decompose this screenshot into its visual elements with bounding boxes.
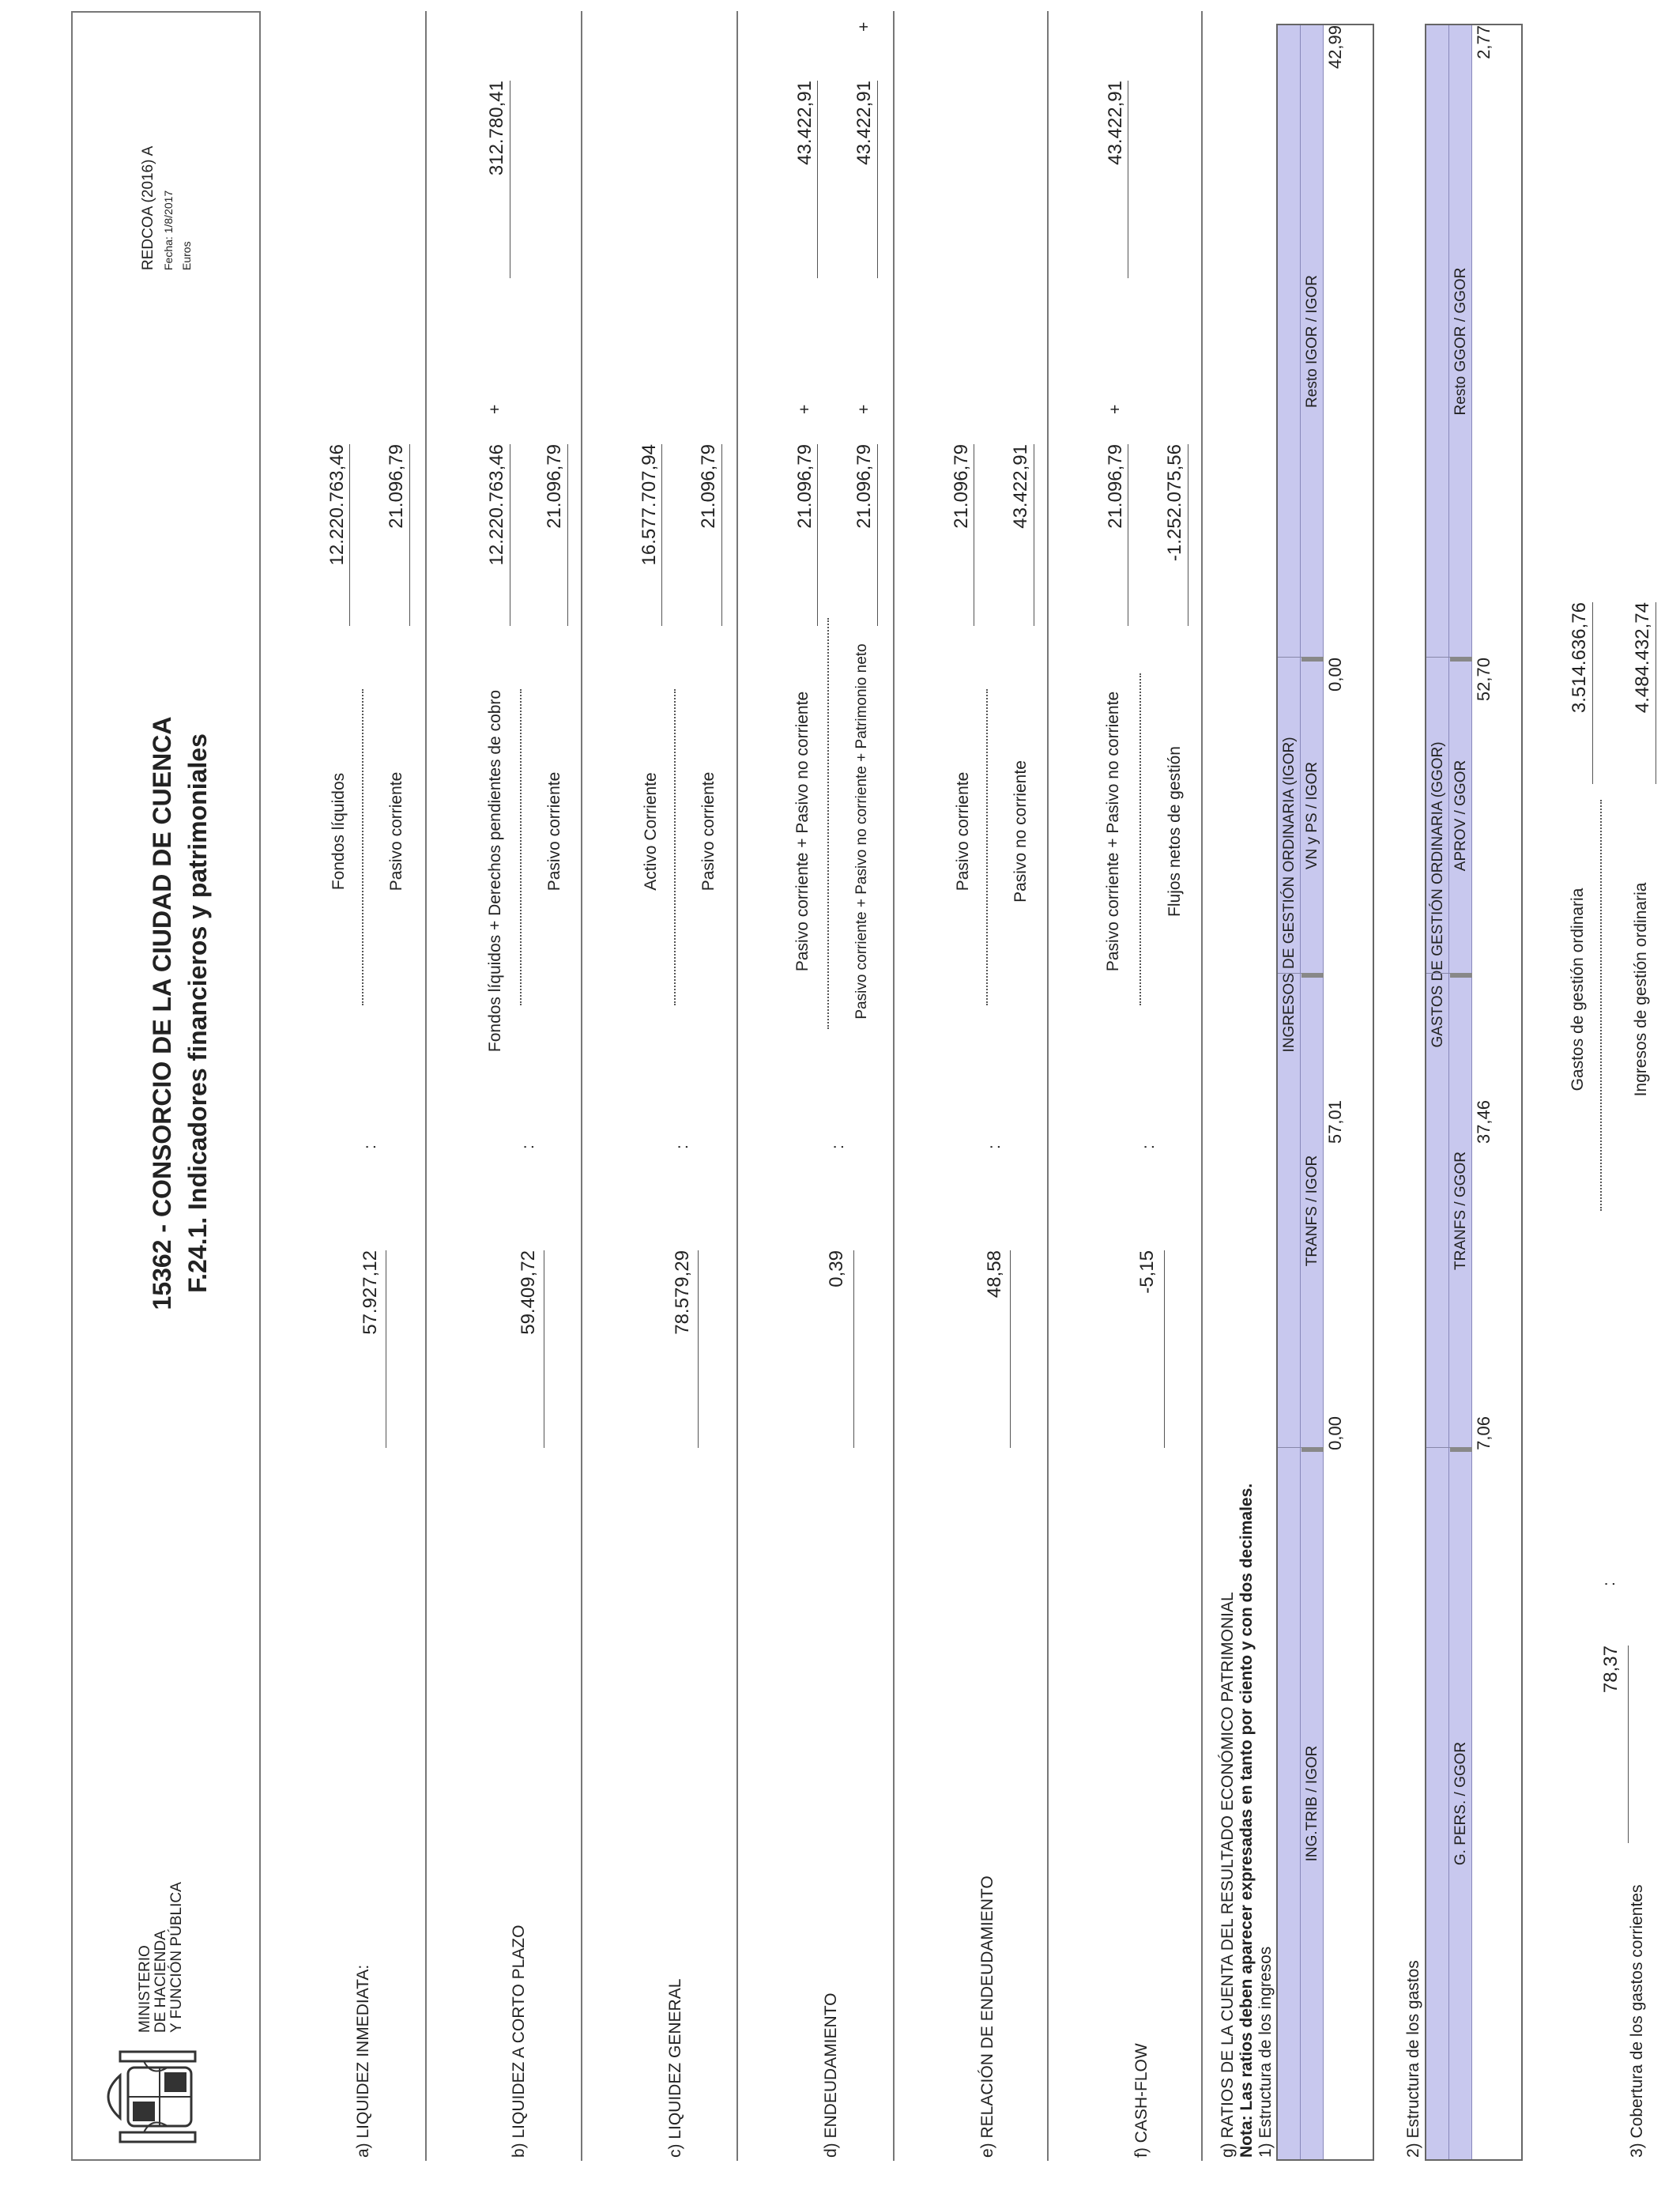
colon: : xyxy=(673,1144,691,1149)
indicator-d xyxy=(736,17,891,2175)
ministry-line: DE HACIENDA xyxy=(153,1930,169,2033)
denominator-label: Pasivo corriente xyxy=(387,771,405,892)
section-g-note: Nota: Las ratios deben aparecer expresadas en tanto por ciento y con dos decimales. xyxy=(1237,1483,1256,2158)
gastos-value: 2,77 xyxy=(1474,25,1494,59)
numerator-value-2: 312.780,41 xyxy=(486,81,507,176)
indicator-value: 57.927,12 xyxy=(360,1250,381,1335)
plus-sign: + xyxy=(486,404,504,414)
indicator-e xyxy=(893,17,1043,2175)
denominator-label: Ingresos de gestión ordinaria xyxy=(1632,882,1650,1097)
numerator-label: Fondos líquidos + Derechos pendientes de cobro xyxy=(486,689,504,1053)
numerator-value: 16.577.707,94 xyxy=(638,444,660,566)
report-currency: Euros xyxy=(180,241,193,270)
ingresos-label: 1) Estructura de los ingresos xyxy=(1256,1946,1275,2158)
section-g xyxy=(1201,17,1667,2175)
denominator-value: -1.252.075,56 xyxy=(1164,444,1185,562)
numerator-label: Pasivo corriente + Pasivo no corriente xyxy=(793,691,812,972)
page-subtitle: F.24.1. Indicadores financieros y patrimoniales xyxy=(183,733,212,1293)
column-header: Resto GGOR / GGOR xyxy=(1452,267,1469,416)
indicator-f xyxy=(1047,17,1201,2175)
gastos-value: 52,70 xyxy=(1474,658,1494,702)
denominator-value: 4.484.432,74 xyxy=(1632,602,1653,714)
denominator-value: 21.096,79 xyxy=(544,444,565,529)
colon: : xyxy=(519,1144,537,1149)
numerator-label: Pasivo corriente + Pasivo no corriente xyxy=(1104,691,1122,972)
gastos-group-header: GASTOS DE GESTIÓN ORDINARIA (GGOR) xyxy=(1430,741,1446,1048)
denominator-label: Flujos netos de gestión xyxy=(1166,746,1184,917)
numerator-label: Gastos de gestión ordinaria xyxy=(1569,888,1587,1091)
indicator-label: b) LIQUIDEZ A CORTO PLAZO xyxy=(510,1924,528,2158)
colon: : xyxy=(1600,1581,1618,1586)
numerator-value: 21.096,79 xyxy=(794,444,816,529)
page-title: 15362 - CONSORCIO DE LA CIUDAD DE CUENCA xyxy=(148,716,176,1310)
numerator-value: 21.096,79 xyxy=(951,444,972,529)
denominator-value: 21.096,79 xyxy=(853,444,875,529)
column-header: G. PERS. / GGOR xyxy=(1452,1741,1469,1866)
ingresos-value: 0,00 xyxy=(1325,1416,1345,1450)
numerator-value-2: 43.422,91 xyxy=(1105,81,1126,165)
numerator-value: 3.514.636,76 xyxy=(1569,602,1590,714)
indicator-label: f) CASH-FLOW xyxy=(1132,2043,1151,2158)
coat-of-arms-logo xyxy=(89,2045,215,2148)
indicator-value: 59.409,72 xyxy=(518,1250,539,1335)
indicator-value: 48,58 xyxy=(984,1250,1005,1299)
indicator-a xyxy=(269,17,419,2175)
column-header: VN y PS / IGOR xyxy=(1304,761,1320,870)
numerator-value: 12.220.763,46 xyxy=(486,444,507,566)
denominator-label: Pasivo no corriente xyxy=(1011,760,1030,903)
indicator-label: e) RELACIÓN DE ENDEUDAMIENTO xyxy=(978,1875,996,2158)
numerator-value: 21.096,79 xyxy=(1105,444,1126,529)
column-header: Resto IGOR / IGOR xyxy=(1304,275,1320,408)
numerator-value-2: 43.422,91 xyxy=(794,81,816,165)
denominator-value: 21.096,79 xyxy=(386,444,407,529)
denominator-label: Pasivo corriente + Pasivo no corriente + Patrimonio neto xyxy=(853,643,870,1020)
denominator-label: Pasivo corriente xyxy=(545,771,563,892)
gastos-label: 2) Estructura de los gastos xyxy=(1404,1960,1422,2158)
indicator-label: a) LIQUIDEZ INMEDIATA: xyxy=(354,1964,372,2158)
colon: : xyxy=(985,1144,1004,1149)
indicator-value: -5,15 xyxy=(1136,1250,1158,1294)
report-header xyxy=(71,11,261,2161)
ingresos-group-header: INGRESOS DE GESTIÓN ORDINARIA (IGOR) xyxy=(1281,737,1298,1053)
indicator-value: 0,39 xyxy=(826,1250,847,1287)
denominator-value: 21.096,79 xyxy=(698,444,719,529)
gastos-value: 7,06 xyxy=(1474,1416,1494,1450)
indicator-b xyxy=(427,17,577,2175)
denominator-label: Pasivo corriente xyxy=(699,771,718,892)
ingresos-table xyxy=(1276,24,1374,2161)
report-code: REDCOA (2016) A xyxy=(140,145,156,270)
plus-sign: + xyxy=(796,404,814,414)
colon: : xyxy=(829,1144,847,1149)
section-g-title: g) RATIOS DE LA CUENTA DEL RESULTADO ECONÓMICO PATRIMONIAL xyxy=(1219,1592,1237,2158)
column-header: ING.TRIB / IGOR xyxy=(1304,1745,1320,1862)
plus-sign: + xyxy=(855,21,873,32)
report-page xyxy=(63,17,1667,2175)
ingresos-value: 42,99 xyxy=(1325,25,1345,70)
denominator-value-2: 43.422,91 xyxy=(853,81,875,165)
plus-sign: + xyxy=(855,404,873,414)
cobertura-value: 78,37 xyxy=(1600,1646,1622,1694)
indicator-label: c) LIQUIDEZ GENERAL xyxy=(666,1978,684,2158)
colon: : xyxy=(361,1144,379,1149)
column-header: TRANFS / IGOR xyxy=(1304,1155,1320,1267)
ministry-line: MINISTERIO xyxy=(137,1945,153,2033)
gastos-table xyxy=(1425,24,1523,2161)
gastos-value: 37,46 xyxy=(1474,1100,1494,1144)
numerator-label: Fondos líquidos xyxy=(330,772,348,891)
ingresos-value: 57,01 xyxy=(1325,1100,1345,1144)
numerator-label: Pasivo corriente xyxy=(954,771,972,892)
ingresos-value: 0,00 xyxy=(1325,658,1345,692)
numerator-label: Activo Corriente xyxy=(642,772,660,891)
denominator-value: 43.422,91 xyxy=(1010,444,1031,529)
numerator-value: 12.220.763,46 xyxy=(326,444,348,566)
plus-sign: + xyxy=(1106,404,1124,414)
ministry-name xyxy=(137,1882,185,2033)
colon: : xyxy=(1139,1144,1158,1149)
indicator-c xyxy=(581,17,731,2175)
cobertura-label: 3) Cobertura de los gastos corrientes xyxy=(1628,1884,1646,2158)
ministry-line: Y FUNCIÓN PÚBLICA xyxy=(168,1882,185,2033)
column-header: APROV / GGOR xyxy=(1452,760,1469,872)
column-header: TRANFS / GGOR xyxy=(1452,1152,1469,1270)
indicator-label: d) ENDEUDAMIENTO xyxy=(822,1992,840,2158)
report-date: Fecha: 1/8/2017 xyxy=(162,190,175,270)
indicator-value: 78.579,29 xyxy=(672,1250,693,1335)
